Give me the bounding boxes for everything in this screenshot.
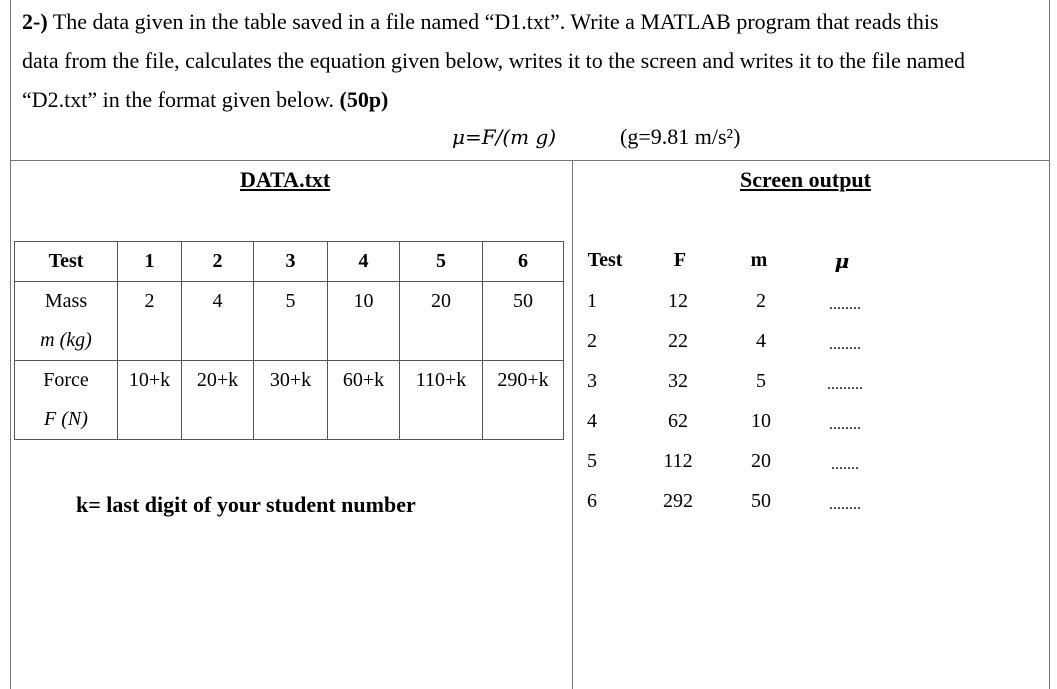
header-test: Test — [15, 242, 118, 282]
screen-m-value: 2 — [756, 290, 766, 312]
screen-mu-placeholder: ........ — [829, 336, 861, 353]
screen-test-value: 3 — [587, 370, 597, 392]
screen-m-value: 10 — [751, 410, 771, 432]
formula-equation: μ=F/(m g) — [452, 125, 557, 149]
screen-mu-placeholder: ....... — [831, 456, 859, 473]
data-file-heading: DATA.txt — [240, 167, 331, 192]
table-cell: 10 — [328, 282, 400, 322]
screen-col-test: Test — [587, 249, 623, 271]
divider-top — [10, 160, 1050, 161]
screen-col-mu: μ — [834, 249, 850, 273]
header-cell: 2 — [182, 242, 254, 282]
student-number-note: k= last digit of your student number — [76, 492, 416, 517]
force-label: Force — [15, 361, 118, 401]
table-row — [15, 321, 564, 361]
table-header-row — [15, 242, 564, 282]
screen-f-value: 22 — [668, 330, 688, 352]
table-cell: 30+k — [254, 361, 328, 401]
table-cell: 60+k — [328, 361, 400, 401]
header-cell: 3 — [254, 242, 328, 282]
header-cell: 6 — [483, 242, 564, 282]
screen-test-value: 1 — [587, 290, 597, 312]
screen-f-value: 292 — [663, 490, 693, 512]
screen-f-value: 62 — [668, 410, 688, 432]
table-cell: 2 — [118, 282, 182, 322]
screen-m-value: 50 — [751, 490, 771, 512]
header-cell: 5 — [400, 242, 483, 282]
mass-unit-label: m (kg) — [15, 321, 118, 361]
screen-test-value: 6 — [587, 490, 597, 512]
question-line-2: data from the file, calculates the equation given below, writes it to the screen and writes it to the file named — [22, 48, 966, 73]
table-cell: 20 — [400, 282, 483, 322]
question-text — [22, 2, 1050, 119]
table-row — [15, 282, 564, 322]
table-cell: 110+k — [400, 361, 483, 401]
table-cell: 290+k — [483, 361, 564, 401]
table-cell: 20+k — [182, 361, 254, 401]
screen-test-value: 5 — [587, 450, 597, 472]
screen-mu-placeholder: ........ — [829, 496, 861, 513]
screen-f-value: 112 — [663, 450, 693, 472]
table-cell: 10+k — [118, 361, 182, 401]
table-cell: 4 — [182, 282, 254, 322]
screen-col-f: F — [673, 249, 687, 271]
screen-mu-placeholder: ........ — [829, 416, 861, 433]
screen-m-value: 20 — [751, 450, 771, 472]
header-cell: 4 — [328, 242, 400, 282]
question-number: 2-) — [22, 9, 48, 34]
screen-m-value: 4 — [756, 330, 766, 352]
screen-m-value: 5 — [756, 370, 766, 392]
table-cell: 5 — [254, 282, 328, 322]
screen-mu-placeholder: ......... — [827, 376, 863, 393]
screen-f-value: 12 — [668, 290, 688, 312]
question-line-3: “D2.txt” in the format given below. — [22, 87, 334, 112]
question-points: (50p) — [339, 87, 389, 112]
screen-output-heading: Screen output — [740, 167, 871, 192]
question-line-1: The data given in the table saved in a file named “D1.txt”. Write a MATLAB program that reads this — [52, 9, 939, 34]
data-table — [14, 241, 564, 440]
screen-f-value: 32 — [668, 370, 688, 392]
formula-g-note: (g=9.81 m/s²) — [620, 124, 741, 149]
mass-label: Mass — [15, 282, 118, 322]
table-row — [15, 361, 564, 401]
screen-col-m: m — [750, 249, 768, 271]
table-cell: 50 — [483, 282, 564, 322]
table-row — [15, 400, 564, 440]
screen-mu-placeholder: ........ — [829, 296, 861, 313]
header-cell: 1 — [118, 242, 182, 282]
screen-test-value: 2 — [587, 330, 597, 352]
force-unit-label: F (N) — [15, 400, 118, 440]
screen-test-value: 4 — [587, 410, 597, 432]
